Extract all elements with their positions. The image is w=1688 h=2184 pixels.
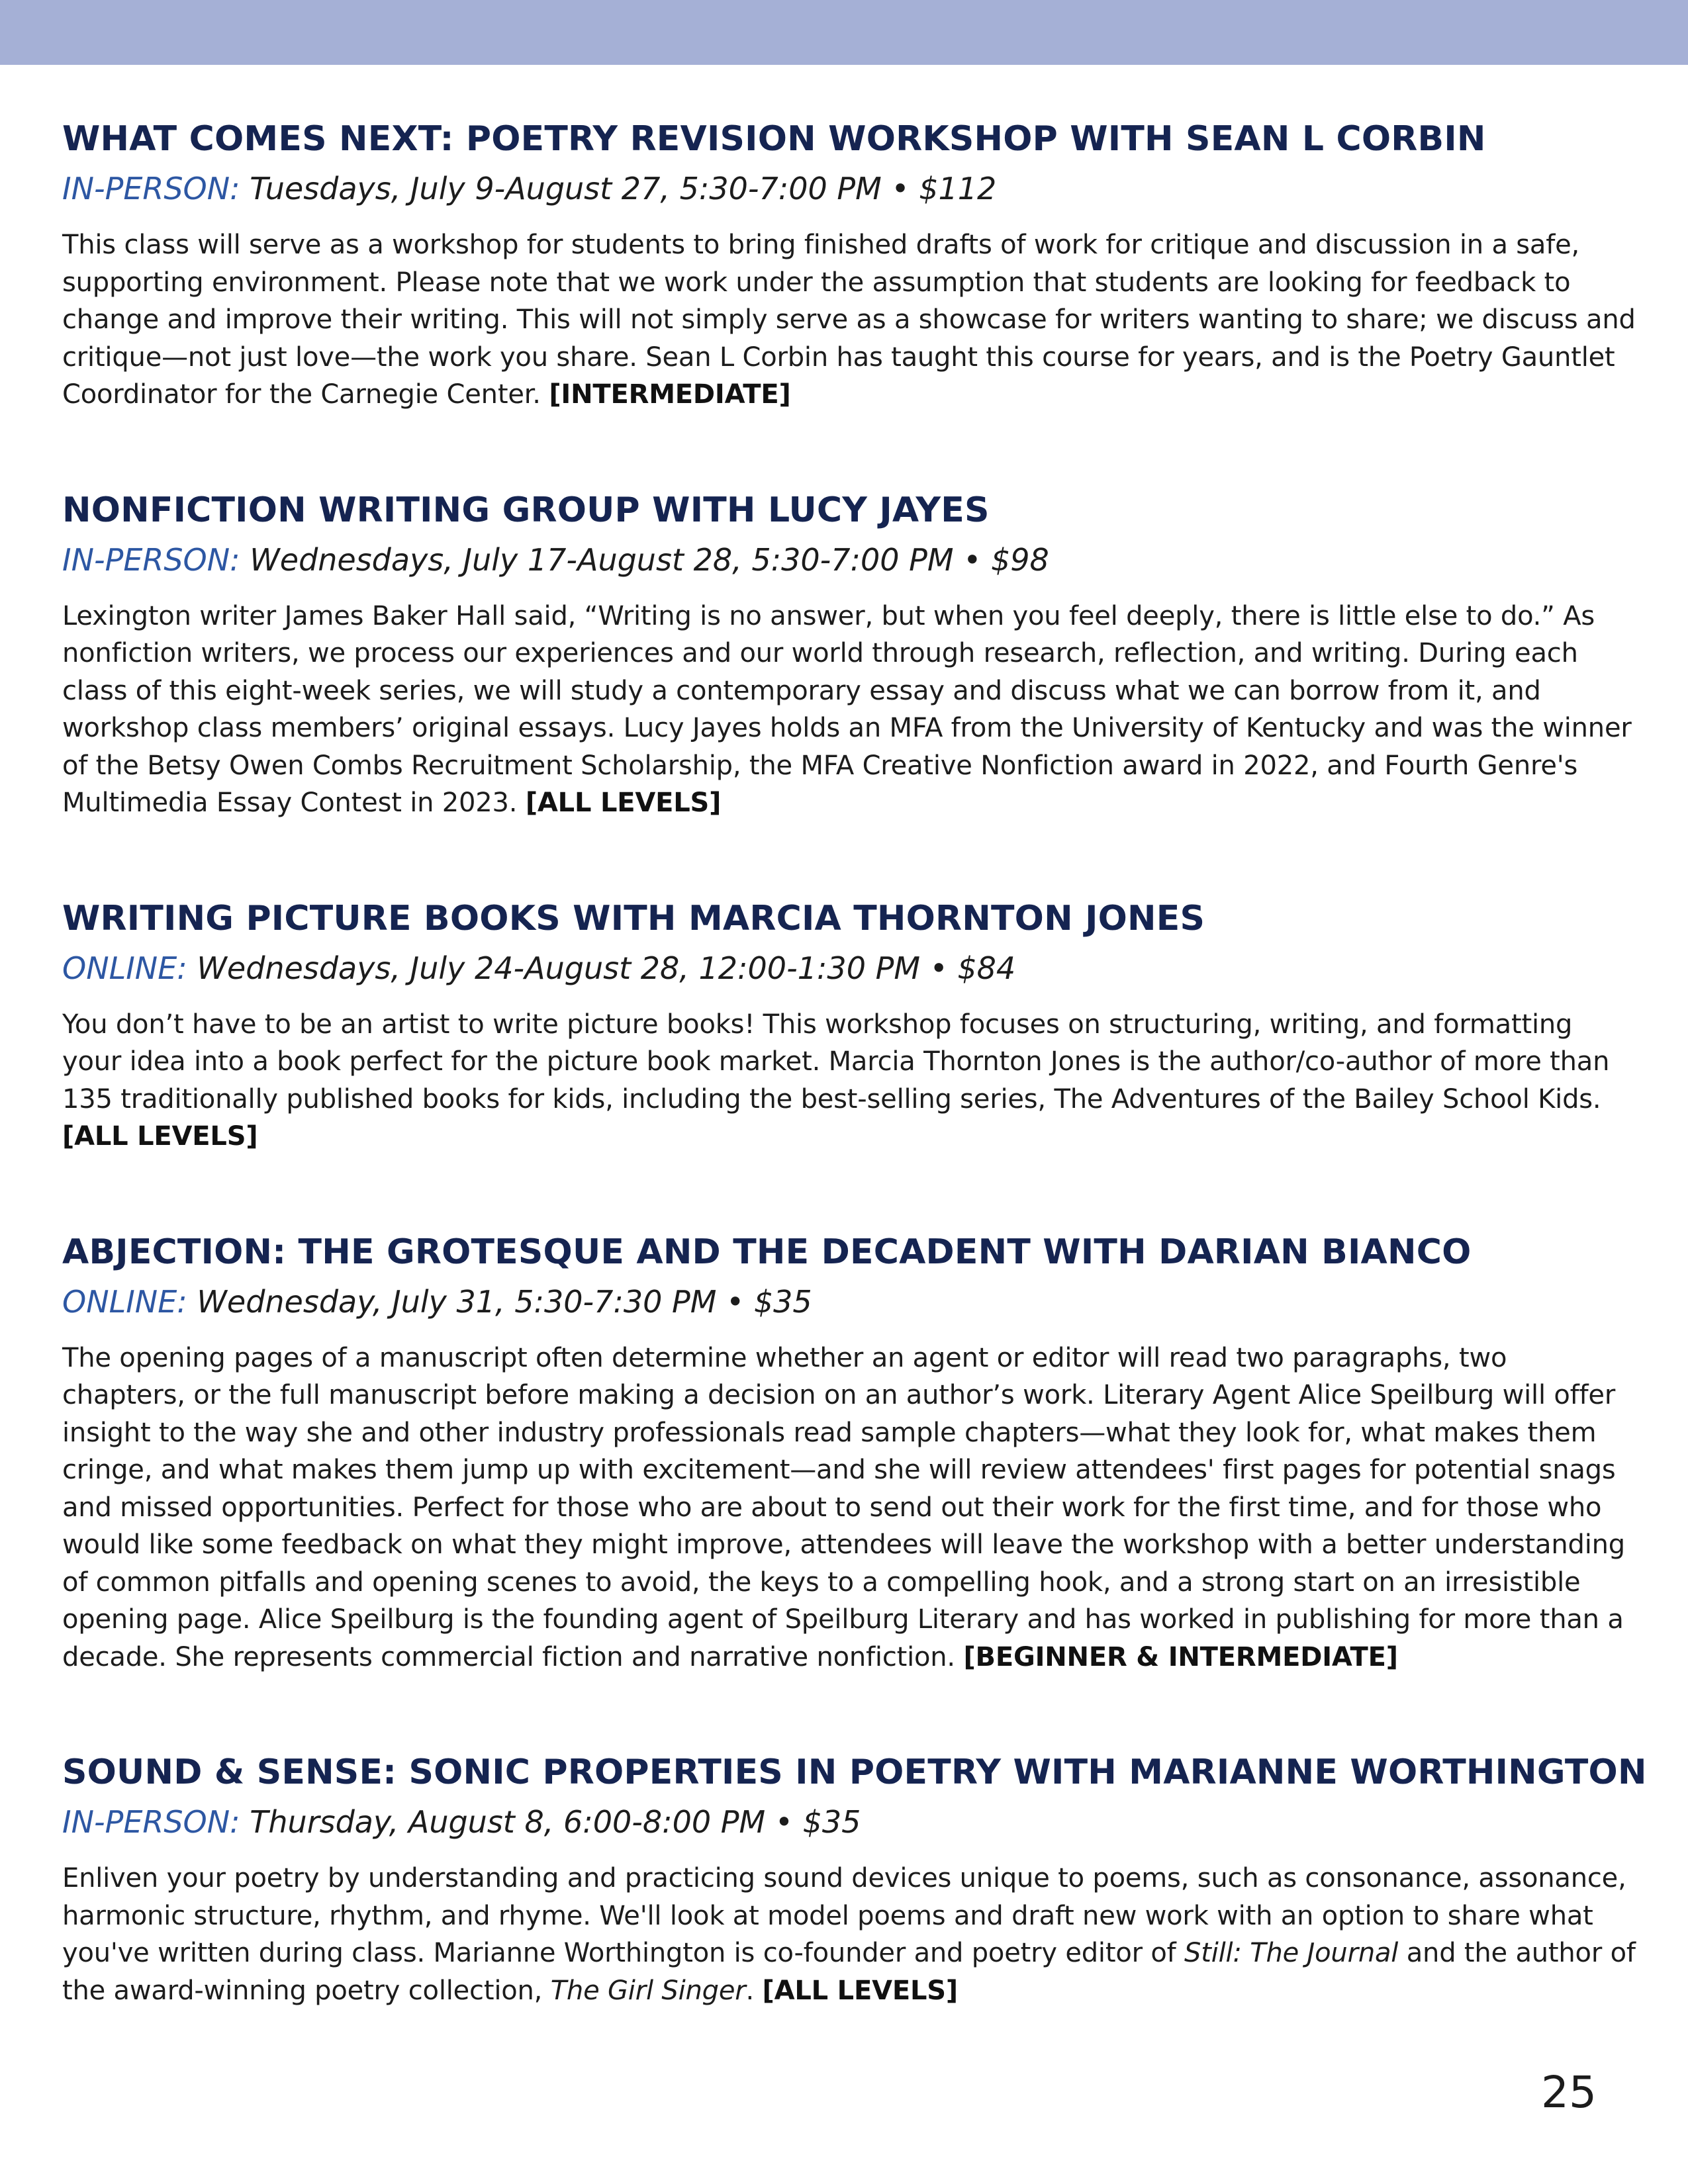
course-listings	[62, 114, 1647, 2081]
course-description-text: and the author of the award-winning poetry collection,	[62, 1938, 1636, 2006]
page-number: 25	[1541, 2067, 1597, 2118]
course-mode: IN-PERSON:	[62, 541, 240, 578]
course-description-text: .	[745, 1975, 755, 2006]
header-band	[0, 0, 1688, 65]
course-title: NONFICTION WRITING GROUP WITH LUCY JAYES	[62, 490, 990, 530]
course-schedule	[62, 538, 1638, 582]
course-date-price: Wednesdays, July 24-August 28, 12:00-1:30 PM • $84	[197, 950, 1016, 986]
course-listing	[62, 1227, 1638, 1676]
course-level: [ALL LEVELS]	[762, 1975, 958, 2006]
course-description-text: This class will serve as a workshop for students to bring finished drafts of work for critique and discussion in a safe, supporting environment. Please note that we work under the assumption that students are looking for feedback to change and improve their writing. This will not simply serve as a showcase for writers wanting to share; we discuss and critique—not just love—the work you share. Sean L Corbin has taught this course for years, and is the Poetry Gauntlet Coordinator for the Carnegie Center.	[62, 230, 1636, 410]
course-listing	[62, 1747, 1647, 2009]
course-schedule	[62, 946, 1638, 990]
course-description	[62, 1860, 1638, 2009]
course-listing	[62, 485, 1638, 822]
course-schedule	[62, 167, 1638, 210]
course-title: SOUND & SENSE: SONIC PROPERTIES IN POETRY WITH MARIANNE WORTHINGTON	[62, 1752, 1647, 1792]
course-schedule	[62, 1280, 1638, 1324]
course-date-price: Wednesdays, July 17-August 28, 5:30-7:00 PM • $98	[250, 541, 1049, 578]
course-description-text: Lexington writer James Baker Hall said, “Writing is no answer, but when you feel deeply, there is little else to do.” As nonfiction writers, we process our experiences and our world through research, reflection, and writing. During each class of this eight-week series, we will study a contemporary essay and discuss what we can borrow from it, and workshop class members’ original essays. Lucy Jayes holds an MFA from the University of Kentucky and was the winner of the Betsy Owen Combs Recruitment Scholarship, the MFA Creative Nonfiction award in 2022, and Fourth Genre's Multimedia Essay Contest in 2023.	[62, 600, 1632, 818]
course-description	[62, 598, 1638, 822]
course-description-text: The opening pages of a manuscript often determine whether an agent or editor will read two paragraphs, two chapters, or the full manuscript before making a decision on an author’s work. Literary Agent Alice Speilburg will offer insight to the way she and other industry professionals read sample chapters—what they look for, what makes them cringe, and what makes them jump up with excitement—and she will review attendees' first pages for potential snags and missed opportunities. Perfect for those who are about to send out their work for the first time, and for those who would like some feedback on what they might improve, attendees will leave the workshop with a better understanding of common pitfalls and opening scenes to avoid, the keys to a compelling hook, and a strong start on an irresistible opening page. Alice Speilburg is the founding agent of Speilburg Literary and has worked in publishing for more than a decade. She represents commercial fiction and narrative nonfiction.	[62, 1342, 1625, 1672]
course-level: [BEGINNER & INTERMEDIATE]	[963, 1641, 1398, 1672]
journal-title: Still: The Journal	[1184, 1938, 1399, 1968]
course-level: [ALL LEVELS]	[62, 1121, 258, 1152]
course-date-price: Thursday, August 8, 6:00-8:00 PM • $35	[250, 1804, 861, 1840]
course-title: ABJECTION: THE GROTESQUE AND THE DECADENT WITH DARIAN BIANCO	[62, 1232, 1472, 1272]
course-mode: ONLINE:	[62, 1283, 187, 1320]
course-description-text: You don’t have to be an artist to write picture books! This workshop focuses on structuring, writing, and formatting your idea into a book perfect for the picture book market. Marcia Thornton Jones is the author/co-author of more than 135 traditionally published books for kids, including the best-selling series, The Adventures of the Bailey School Kids.	[62, 1009, 1610, 1115]
course-title: WRITING PICTURE BOOKS WITH MARCIA THORNTON JONES	[62, 898, 1205, 938]
course-description	[62, 1006, 1638, 1156]
course-listing	[62, 893, 1638, 1156]
course-schedule	[62, 1800, 1638, 1844]
course-mode: IN-PERSON:	[62, 1804, 240, 1840]
collection-title: The Girl Singer	[550, 1975, 746, 2006]
course-date-price: Wednesday, July 31, 5:30-7:30 PM • $35	[197, 1283, 812, 1320]
course-description	[62, 226, 1638, 414]
course-listing	[62, 114, 1638, 414]
course-level: [INTERMEDIATE]	[549, 379, 791, 410]
course-title: WHAT COMES NEXT: POETRY REVISION WORKSHOP WITH SEAN L CORBIN	[62, 119, 1486, 159]
course-date-price: Tuesdays, July 9-August 27, 5:30-7:00 PM • $112	[250, 171, 997, 206]
course-description	[62, 1340, 1638, 1676]
course-mode: IN-PERSON:	[62, 171, 240, 206]
course-description-text: Enliven your poetry by understanding and practicing sound devices unique to poems, such as consonance, assonance, harmonic structure, rhythm, and rhyme. We'll look at model poems and draft new work with an option to share what you've written during class. Marianne Worthington is co-founder and poetry editor of	[62, 1863, 1626, 1968]
course-level: [ALL LEVELS]	[525, 788, 722, 818]
course-mode: ONLINE:	[62, 950, 187, 986]
